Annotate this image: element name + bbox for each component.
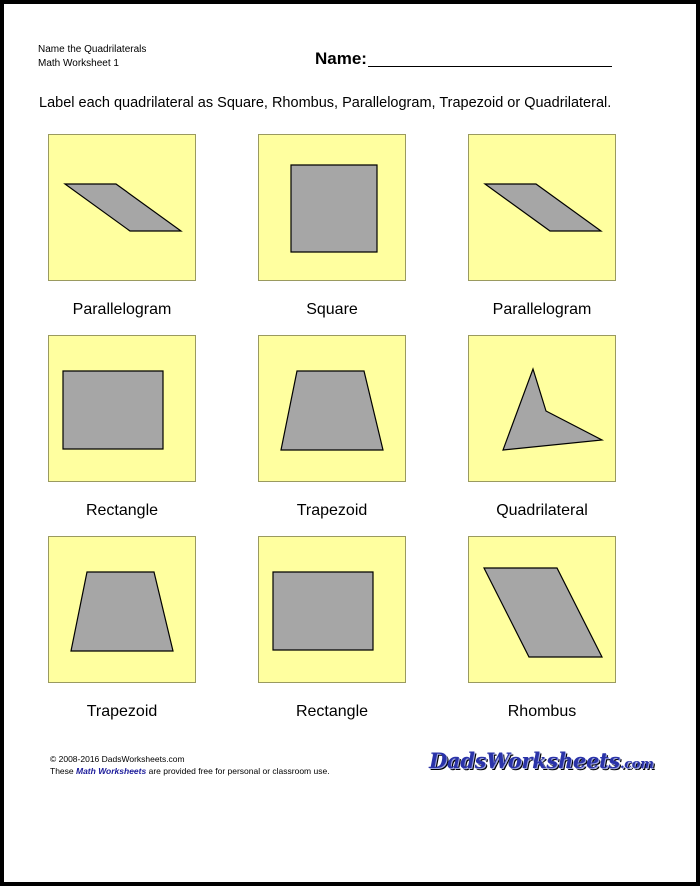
rectangle-shape xyxy=(259,537,405,682)
trapezoid-shape xyxy=(49,537,195,682)
rectangle-polygon xyxy=(63,371,163,449)
shape-label: Trapezoid xyxy=(296,502,368,519)
trapezoid-shape xyxy=(259,336,405,481)
shape-label: Rectangle xyxy=(295,703,369,720)
shape-label: Quadrilateral xyxy=(496,502,588,519)
shape-card xyxy=(468,134,616,281)
worksheet-subtitle: Math Worksheet 1 xyxy=(38,58,119,69)
rhombus-polygon xyxy=(484,568,602,657)
parallelogram-shape xyxy=(469,135,615,280)
rhombus-shape xyxy=(469,537,615,682)
shape-label: Rhombus xyxy=(507,703,577,720)
footer-note-prefix: These xyxy=(50,766,74,776)
name-field-line xyxy=(368,66,612,67)
trapezoid-polygon xyxy=(281,371,383,450)
footer xyxy=(50,753,330,777)
parallelogram-shape xyxy=(49,135,195,280)
shape-card xyxy=(258,335,406,482)
shape-label: Parallelogram xyxy=(72,301,172,318)
rectangle-polygon xyxy=(273,572,373,650)
square-polygon xyxy=(291,165,377,252)
shape-card xyxy=(48,536,196,683)
copyright: © 2008-2016 DadsWorksheets.com xyxy=(50,754,185,764)
shape-label: Rectangle xyxy=(85,502,159,519)
concave-quadrilateral-shape xyxy=(469,336,615,481)
parallelogram-polygon xyxy=(485,184,601,231)
footer-note-suffix: are provided free for personal or classroom use. xyxy=(148,766,330,776)
name-label: Name: xyxy=(315,49,367,68)
worksheet-header xyxy=(38,43,146,71)
dadsworksheets-logo[interactable] xyxy=(429,748,654,773)
trapezoid-polygon xyxy=(71,572,173,651)
shape-card xyxy=(48,134,196,281)
logo-dads: Dads xyxy=(429,748,487,773)
shape-card xyxy=(258,134,406,281)
shape-card xyxy=(468,335,616,482)
worksheet-title: Name the Quadrilaterals xyxy=(38,44,147,55)
shape-card xyxy=(468,536,616,683)
shape-card xyxy=(48,335,196,482)
footer-note xyxy=(50,765,330,777)
logo-com: .com xyxy=(619,757,654,772)
math-worksheets-link[interactable]: Math Worksheets xyxy=(76,766,147,776)
rectangle-shape xyxy=(49,336,195,481)
instructions: Label each quadrilateral as Square, Rhombus, Parallelogram, Trapezoid or Quadrilateral. xyxy=(39,95,612,111)
parallelogram-polygon xyxy=(65,184,181,231)
shape-label: Parallelogram xyxy=(492,301,592,318)
shape-label: Trapezoid xyxy=(86,703,158,720)
square-shape xyxy=(259,135,405,280)
concave-quadrilateral-polygon xyxy=(503,369,602,450)
shape-card xyxy=(258,536,406,683)
logo-worksheets: Worksheets xyxy=(486,748,620,773)
shape-label: Square xyxy=(306,301,358,318)
